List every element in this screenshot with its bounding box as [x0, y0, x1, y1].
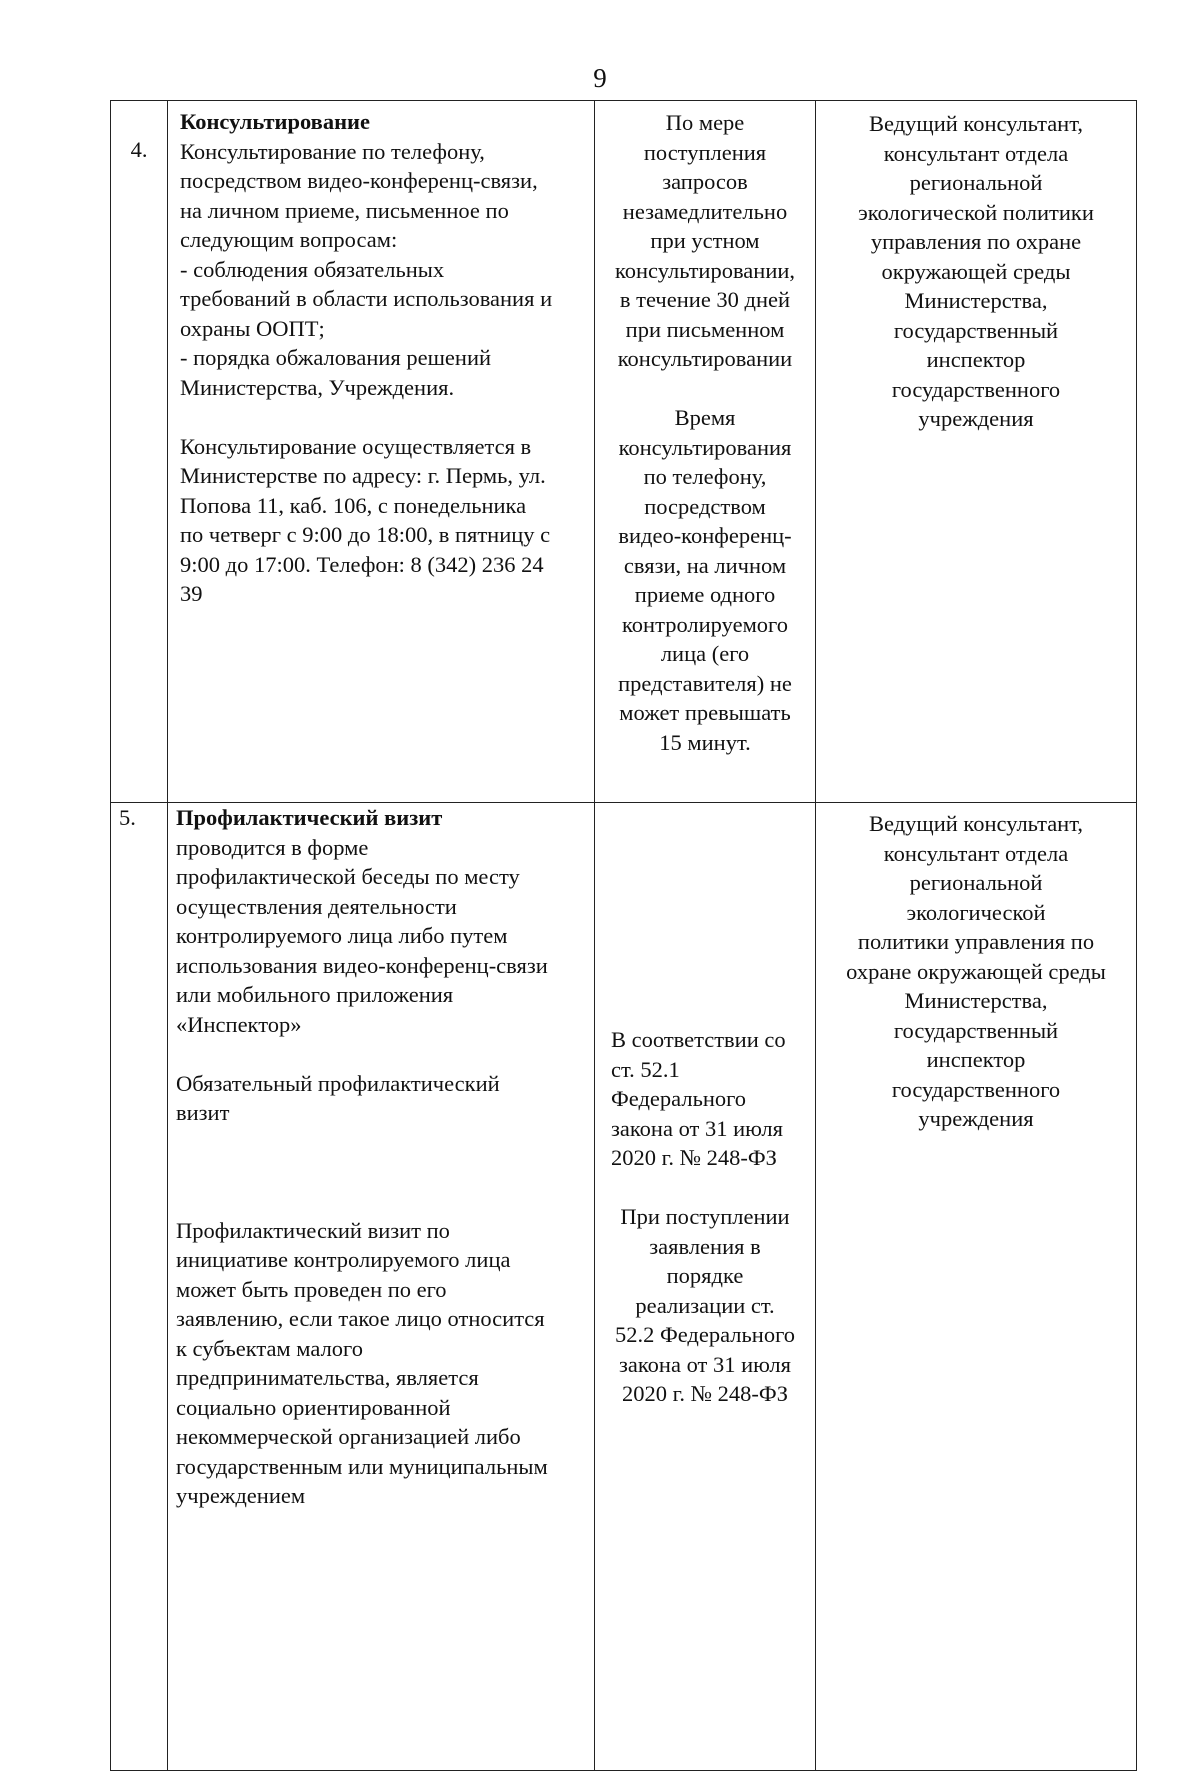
term-line: представителя) не — [618, 670, 792, 696]
term-line: посредством — [644, 493, 766, 519]
term-cell — [595, 101, 816, 803]
responsible-line: учреждения — [918, 406, 1034, 431]
description-line: контролируемого лица либо путем — [176, 923, 508, 948]
responsible-line: Министерства, — [904, 288, 1048, 313]
table-row — [111, 803, 1137, 1771]
term-line: контролируемого — [622, 611, 788, 637]
responsible-line: консультант отдела — [883, 840, 1069, 866]
description-line: - порядка обжалования решений — [180, 345, 492, 370]
term-line: заявления в — [649, 1233, 761, 1259]
term-line: видео-конференц- — [618, 523, 792, 548]
initiative-visit-line: учреждением — [176, 1483, 306, 1508]
responsible-cell — [816, 101, 1137, 803]
description-line: осуществления деятельности — [176, 893, 457, 919]
term-line: консультировании — [617, 346, 793, 371]
responsible-line: Ведущий консультант, — [869, 111, 1083, 136]
term-line: ст. 52.1 — [611, 1056, 680, 1082]
term-line: закона от 31 июля — [611, 1115, 783, 1141]
responsible-line: региональной — [909, 170, 1043, 195]
description-line: Консультирование по телефону, — [180, 138, 485, 164]
term-line: порядке — [666, 1263, 744, 1288]
term-line: консультировании, — [614, 257, 796, 283]
term-line: Время — [674, 405, 736, 430]
description-line: Министерства, Учреждения. — [180, 374, 455, 400]
consultation-note-line: по четверг с 9:00 до 18:00, в пятницу с — [180, 522, 551, 547]
responsible-line: государственный — [893, 1017, 1059, 1043]
consultation-note-line: 9:00 до 17:00. Телефон: 8 (342) 236 24 — [180, 551, 544, 577]
term-line: при устном — [650, 228, 760, 253]
responsible-line: окружающей среды — [881, 258, 1071, 284]
responsible-line: инспектор — [926, 347, 1026, 372]
responsible-line: учреждения — [918, 1106, 1034, 1131]
term-line: приеме одного — [634, 582, 776, 607]
description-line: на личном приеме, письменное по — [180, 197, 509, 223]
term-line: реализации ст. — [635, 1292, 775, 1318]
responsible-line: инспектор — [926, 1047, 1026, 1072]
description-line: посредством видео-конференц-связи, — [180, 168, 538, 193]
consultation-note-line: Консультирование осуществляется в — [180, 433, 532, 459]
initiative-visit-line: заявлению, если такое лицо относится — [176, 1306, 545, 1331]
term-cell — [595, 803, 816, 1771]
responsible-line: государственного — [891, 1076, 1061, 1102]
row-number-cell — [111, 101, 168, 803]
initiative-visit-line: социально ориентированной — [176, 1394, 451, 1420]
term-line: лица (его — [660, 641, 750, 666]
responsible-line: Министерства, — [904, 988, 1048, 1013]
measure-title: Профилактический визит — [176, 805, 443, 830]
term-line: консультирования — [618, 434, 792, 460]
responsible-line: консультант отдела — [883, 140, 1069, 166]
description-line: требований в области использования и — [180, 286, 553, 311]
term-line: 2020 г. № 248-ФЗ — [622, 1381, 788, 1406]
table-row — [111, 101, 1137, 803]
measure-description-cell — [168, 101, 595, 803]
description-line: профилактической беседы по месту — [176, 864, 520, 889]
row-number-cell — [111, 803, 168, 1771]
consultation-note-line: 39 — [180, 581, 203, 606]
measure-title: Консультирование — [180, 109, 370, 134]
term-line: 2020 г. № 248-ФЗ — [611, 1145, 777, 1170]
initiative-visit-line: инициативе контролируемого лица — [176, 1247, 511, 1272]
term-line: может превышать — [619, 700, 791, 725]
initiative-visit-line: предпринимательства, является — [176, 1365, 479, 1390]
responsible-line: региональной — [909, 870, 1043, 895]
initiative-visit-line: государственным или муниципальным — [176, 1453, 548, 1479]
initiative-visit-line: некоммерческой организацией либо — [176, 1424, 521, 1449]
page-number: 9 — [593, 63, 607, 93]
term-line: при письменном — [625, 316, 785, 342]
consultation-note-line: Министерстве по адресу: г. Пермь, ул. — [180, 463, 546, 488]
row-number: 4. — [130, 137, 148, 162]
responsible-line: политики управления по — [857, 929, 1095, 954]
term-line: 52.2 Федерального — [614, 1322, 796, 1347]
term-line: запросов — [662, 169, 748, 194]
description-line: - соблюдения обязательных — [180, 256, 445, 282]
term-line: закона от 31 июля — [619, 1351, 791, 1377]
responsible-line: экологической политики — [858, 199, 1094, 225]
responsible-line: государственный — [893, 317, 1059, 343]
responsible-line: Ведущий консультант, — [869, 811, 1083, 836]
term-line: При поступлении — [620, 1204, 790, 1229]
measures-table — [110, 100, 1137, 1771]
initiative-visit-line: Профилактический визит по — [176, 1217, 450, 1243]
responsible-line: охране окружающей среды — [846, 958, 1106, 984]
description-line: «Инспектор» — [176, 1011, 302, 1037]
term-line: связи, на личном — [623, 552, 787, 578]
row-number: 5. — [119, 805, 136, 830]
responsible-cell — [816, 803, 1137, 1771]
mandatory-visit-line: Обязательный профилактический — [176, 1070, 500, 1096]
responsible-line: экологической — [906, 899, 1046, 925]
mandatory-visit-line: визит — [176, 1100, 230, 1125]
term-line: 15 минут. — [659, 729, 751, 755]
consultation-note-line: Попова 11, каб. 106, с понедельника — [180, 492, 527, 518]
initiative-visit-line: может быть проведен по его — [176, 1276, 447, 1302]
measure-description-cell — [168, 803, 595, 1771]
term-line: по телефону, — [643, 464, 767, 489]
description-line: охраны ООПТ; — [180, 315, 325, 341]
term-line: Федерального — [611, 1086, 747, 1111]
responsible-line: государственного — [891, 376, 1061, 402]
term-line: поступления — [643, 139, 767, 165]
term-line: в течение 30 дней — [619, 287, 791, 312]
description-line: следующим вопросам: — [180, 227, 398, 252]
responsible-line: управления по охране — [870, 229, 1082, 254]
term-line: незамедлительно — [622, 198, 788, 224]
description-line: использования видео-конференц-связи — [176, 952, 548, 978]
term-line: В соответствии со — [611, 1027, 786, 1052]
term-line: По мере — [665, 110, 745, 135]
description-line: или мобильного приложения — [176, 982, 454, 1007]
description-line: проводится в форме — [176, 834, 369, 860]
initiative-visit-line: к субъектам малого — [176, 1335, 363, 1361]
